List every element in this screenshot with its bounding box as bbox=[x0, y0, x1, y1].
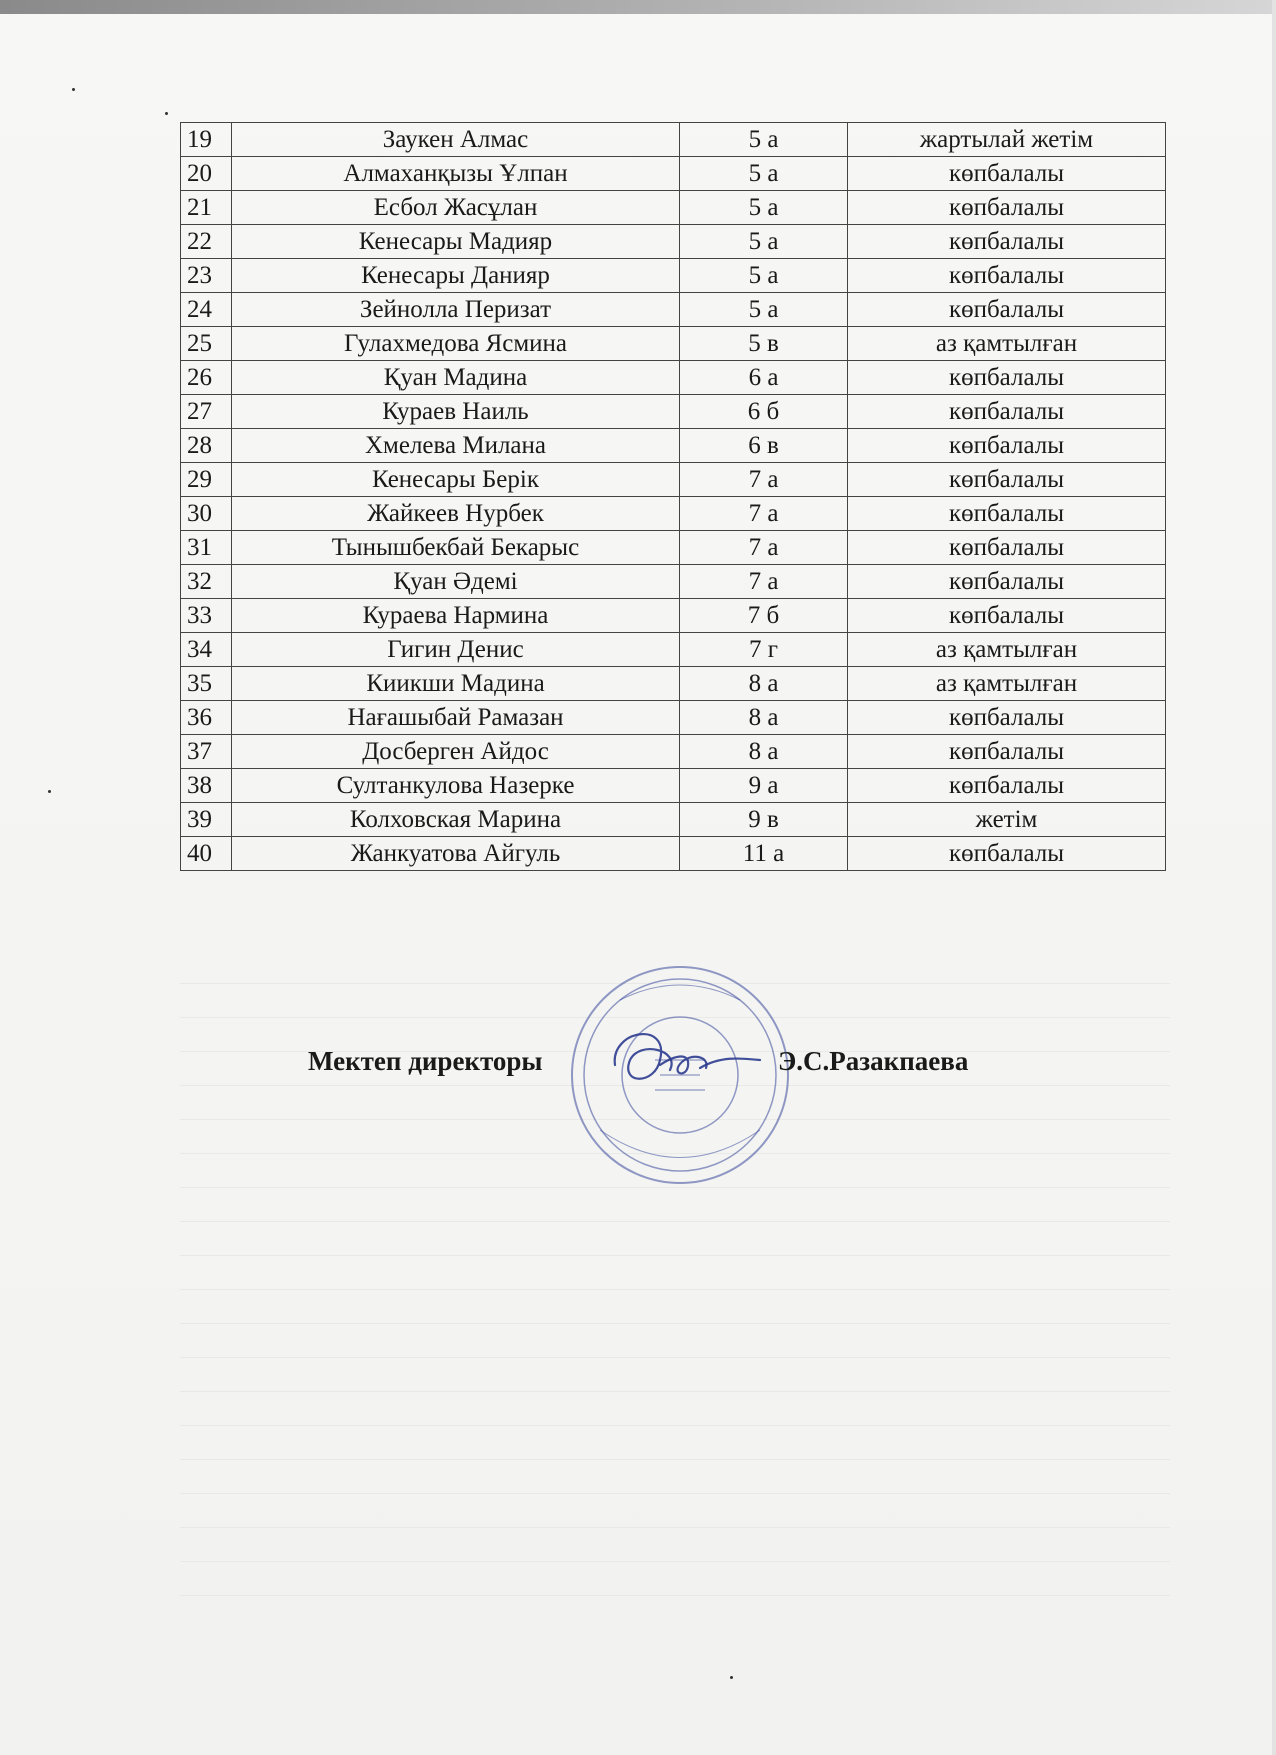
table-row bbox=[181, 293, 1166, 327]
table-row bbox=[181, 565, 1166, 599]
student-class: 7 а bbox=[680, 531, 848, 565]
table-row bbox=[181, 361, 1166, 395]
school-stamp bbox=[560, 960, 800, 1190]
row-number: 24 bbox=[181, 293, 232, 327]
family-status: көпбалалы bbox=[848, 395, 1166, 429]
family-status: көпбалалы bbox=[848, 599, 1166, 633]
row-number: 31 bbox=[181, 531, 232, 565]
student-name: Жайкеев Нурбек bbox=[232, 497, 680, 531]
bleed-through-line bbox=[180, 1256, 1170, 1290]
scan-speck bbox=[72, 88, 75, 91]
scan-edge-top bbox=[0, 0, 1276, 14]
family-status: көпбалалы bbox=[848, 191, 1166, 225]
scan-edge-right bbox=[1272, 0, 1276, 1755]
student-class: 9 в bbox=[680, 803, 848, 837]
student-class: 6 в bbox=[680, 429, 848, 463]
family-status: көпбалалы bbox=[848, 293, 1166, 327]
family-status: жетім bbox=[848, 803, 1166, 837]
student-name: Досберген Айдос bbox=[232, 735, 680, 769]
row-number: 20 bbox=[181, 157, 232, 191]
student-name: Султанкулова Назерке bbox=[232, 769, 680, 803]
family-status: көпбалалы bbox=[848, 565, 1166, 599]
row-number: 35 bbox=[181, 667, 232, 701]
row-number: 21 bbox=[181, 191, 232, 225]
row-number: 38 bbox=[181, 769, 232, 803]
family-status: көпбалалы bbox=[848, 429, 1166, 463]
student-name: Гигин Денис bbox=[232, 633, 680, 667]
table-row bbox=[181, 463, 1166, 497]
family-status: көпбалалы bbox=[848, 769, 1166, 803]
family-status: аз қамтылған bbox=[848, 633, 1166, 667]
student-name: Колховская Марина bbox=[232, 803, 680, 837]
family-status: аз қамтылған bbox=[848, 667, 1166, 701]
row-number: 33 bbox=[181, 599, 232, 633]
student-class: 5 а bbox=[680, 157, 848, 191]
table-row bbox=[181, 599, 1166, 633]
table-row bbox=[181, 667, 1166, 701]
table-row bbox=[181, 327, 1166, 361]
student-class: 5 а bbox=[680, 293, 848, 327]
student-class: 6 а bbox=[680, 361, 848, 395]
row-number: 37 bbox=[181, 735, 232, 769]
student-class: 5 а bbox=[680, 259, 848, 293]
table-row bbox=[181, 531, 1166, 565]
student-name: Кенесары Берік bbox=[232, 463, 680, 497]
family-status: жартылай жетім bbox=[848, 123, 1166, 157]
family-status: көпбалалы bbox=[848, 463, 1166, 497]
student-class: 7 а bbox=[680, 565, 848, 599]
student-name: Гулахмедова Ясмина bbox=[232, 327, 680, 361]
table-row bbox=[181, 837, 1166, 871]
student-name: Заукен Алмас bbox=[232, 123, 680, 157]
student-class: 9 а bbox=[680, 769, 848, 803]
students-table bbox=[180, 122, 1166, 871]
table-row bbox=[181, 633, 1166, 667]
student-name: Қуан Әдемі bbox=[232, 565, 680, 599]
table-row bbox=[181, 259, 1166, 293]
table-row bbox=[181, 395, 1166, 429]
scan-speck bbox=[165, 112, 168, 115]
table-row bbox=[181, 191, 1166, 225]
row-number: 26 bbox=[181, 361, 232, 395]
scan-speck bbox=[730, 1676, 733, 1679]
student-class: 7 а bbox=[680, 497, 848, 531]
bleed-through-line bbox=[180, 1460, 1170, 1494]
director-title: Мектеп директоры bbox=[308, 1046, 543, 1076]
row-number: 32 bbox=[181, 565, 232, 599]
row-number: 30 bbox=[181, 497, 232, 531]
student-name: Алмаханқызы Ұлпан bbox=[232, 157, 680, 191]
student-name: Кенесары Данияр bbox=[232, 259, 680, 293]
bleed-through-line bbox=[180, 1324, 1170, 1358]
director-name: Э.С.Разакпаева bbox=[778, 1046, 969, 1076]
bleed-through-line bbox=[180, 1358, 1170, 1392]
student-name: Кураев Наиль bbox=[232, 395, 680, 429]
student-name: Кенесары Мадияр bbox=[232, 225, 680, 259]
family-status: көпбалалы bbox=[848, 259, 1166, 293]
family-status: көпбалалы bbox=[848, 157, 1166, 191]
bleed-through-line bbox=[180, 1562, 1170, 1596]
row-number: 39 bbox=[181, 803, 232, 837]
table-row bbox=[181, 429, 1166, 463]
family-status: көпбалалы bbox=[848, 497, 1166, 531]
bleed-through-line bbox=[180, 1290, 1170, 1324]
table-row bbox=[181, 157, 1166, 191]
family-status: көпбалалы bbox=[848, 225, 1166, 259]
table-row bbox=[181, 769, 1166, 803]
student-name: Тынышбекбай Бекарыс bbox=[232, 531, 680, 565]
bleed-through-line bbox=[180, 1494, 1170, 1528]
bleed-through-line bbox=[180, 1426, 1170, 1460]
bleed-through-line bbox=[180, 1222, 1170, 1256]
family-status: аз қамтылған bbox=[848, 327, 1166, 361]
family-status: көпбалалы bbox=[848, 837, 1166, 871]
bleed-through-line bbox=[180, 1188, 1170, 1222]
student-class: 7 б bbox=[680, 599, 848, 633]
student-name: Хмелева Милана bbox=[232, 429, 680, 463]
row-number: 25 bbox=[181, 327, 232, 361]
table-row bbox=[181, 225, 1166, 259]
student-class: 5 а bbox=[680, 191, 848, 225]
student-name: Жанкуатова Айгуль bbox=[232, 837, 680, 871]
row-number: 23 bbox=[181, 259, 232, 293]
table-row bbox=[181, 803, 1166, 837]
student-class: 5 а bbox=[680, 123, 848, 157]
table-row bbox=[181, 701, 1166, 735]
student-name: Нағашыбай Рамазан bbox=[232, 701, 680, 735]
family-status: көпбалалы bbox=[848, 701, 1166, 735]
student-class: 8 а bbox=[680, 735, 848, 769]
student-name: Зейнолла Перизат bbox=[232, 293, 680, 327]
row-number: 29 bbox=[181, 463, 232, 497]
student-name: Киикши Мадина bbox=[232, 667, 680, 701]
bleed-through-line bbox=[180, 1392, 1170, 1426]
student-class: 6 б bbox=[680, 395, 848, 429]
student-class: 8 а bbox=[680, 667, 848, 701]
row-number: 34 bbox=[181, 633, 232, 667]
row-number: 28 bbox=[181, 429, 232, 463]
student-name: Қуан Мадина bbox=[232, 361, 680, 395]
student-class: 5 а bbox=[680, 225, 848, 259]
student-class: 11 а bbox=[680, 837, 848, 871]
table-row bbox=[181, 123, 1166, 157]
family-status: көпбалалы bbox=[848, 361, 1166, 395]
row-number: 36 bbox=[181, 701, 232, 735]
row-number: 22 bbox=[181, 225, 232, 259]
row-number: 40 bbox=[181, 837, 232, 871]
table-row bbox=[181, 735, 1166, 769]
row-number: 27 bbox=[181, 395, 232, 429]
scan-speck bbox=[48, 790, 51, 793]
table-row bbox=[181, 497, 1166, 531]
family-status: көпбалалы bbox=[848, 735, 1166, 769]
student-class: 7 а bbox=[680, 463, 848, 497]
family-status: көпбалалы bbox=[848, 531, 1166, 565]
student-class: 7 г bbox=[680, 633, 848, 667]
student-name: Есбол Жасұлан bbox=[232, 191, 680, 225]
student-class: 8 а bbox=[680, 701, 848, 735]
row-number: 19 bbox=[181, 123, 232, 157]
bleed-through-line bbox=[180, 1528, 1170, 1562]
student-class: 5 в bbox=[680, 327, 848, 361]
student-name: Кураева Нармина bbox=[232, 599, 680, 633]
